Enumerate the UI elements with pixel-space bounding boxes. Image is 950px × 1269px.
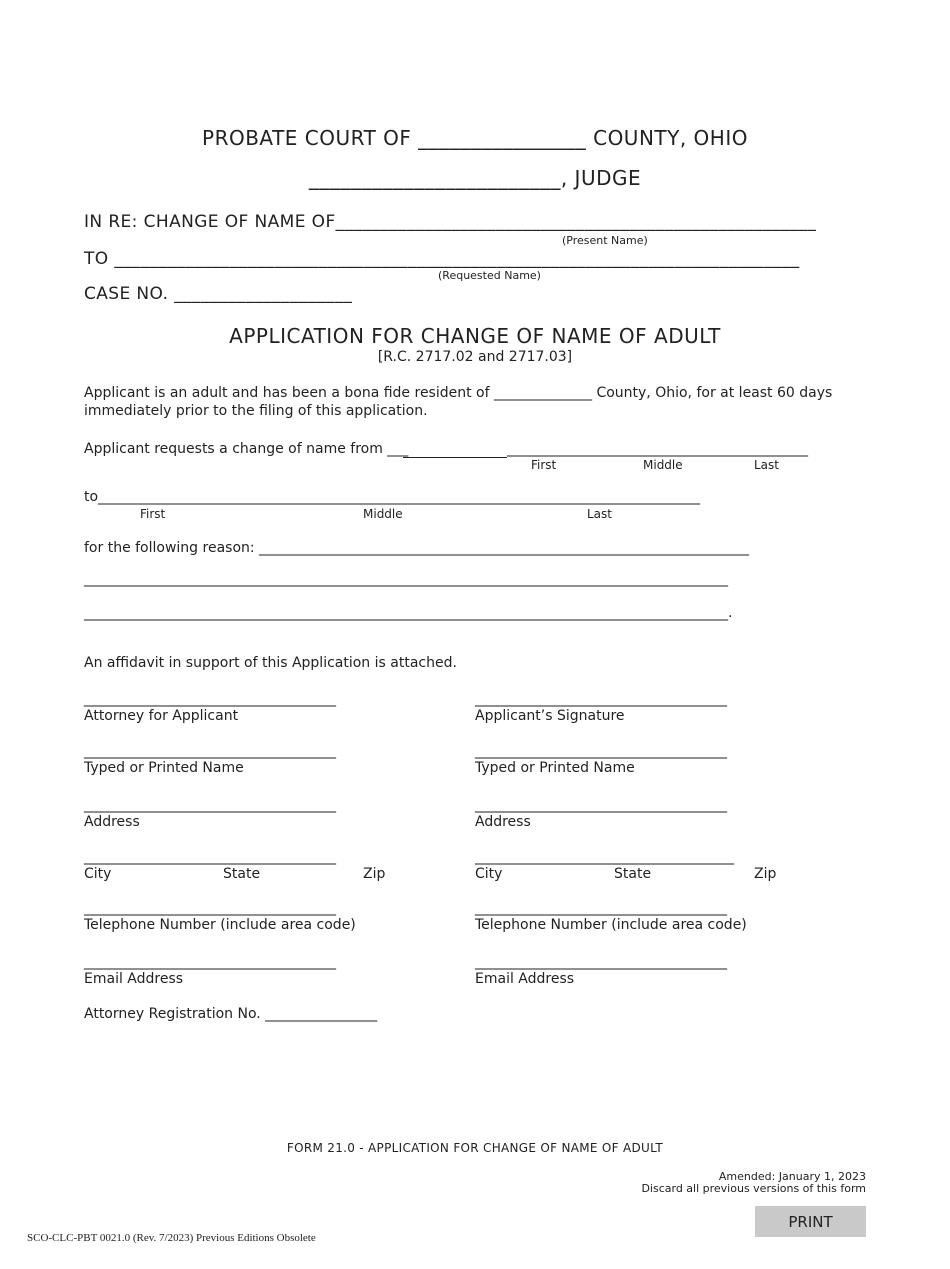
reason-line-1: for the following reason: ______________________________________________________________________ xyxy=(84,540,750,556)
attorney-caption: Attorney for Applicant xyxy=(84,708,239,724)
court-title: PROBATE COURT OF ________________ COUNTY, OHIO xyxy=(202,126,748,150)
affidavit-statement: An affidavit in support of this Application is attached. xyxy=(84,655,457,671)
applicant-state-caption: State xyxy=(614,866,652,882)
applicant-name-blank: ____________________________________ xyxy=(475,743,727,759)
applicant-phone-blank: ____________________________________ xyxy=(475,900,727,916)
attorney-signature-blank: ____________________________________ xyxy=(84,691,336,707)
form-title: APPLICATION FOR CHANGE OF NAME OF ADULT xyxy=(229,324,721,348)
from-last-caption: Last xyxy=(754,458,779,472)
attorney-email-blank: ____________________________________ xyxy=(84,954,336,970)
change-to-line: to______________________________________________________________________________________ xyxy=(84,489,701,505)
requested-name-caption: (Requested Name) xyxy=(438,269,541,282)
from-middle-caption: Middle xyxy=(643,458,683,472)
attorney-name-caption: Typed or Printed Name xyxy=(84,760,244,776)
attorney-phone-blank: ____________________________________ xyxy=(84,900,336,916)
to-middle-caption: Middle xyxy=(363,507,403,521)
applicant-address-blank: ____________________________________ xyxy=(475,797,727,813)
attorney-name-blank: ____________________________________ xyxy=(84,743,336,759)
discard-notice: Discard all previous versions of this form xyxy=(641,1182,866,1195)
attorney-email-caption: Email Address xyxy=(84,971,184,987)
in-re-line: IN RE: CHANGE OF NAME OF______________________________________________________ xyxy=(84,212,817,232)
attorney-address-blank: ____________________________________ xyxy=(84,797,336,813)
present-name-caption: (Present Name) xyxy=(562,234,648,247)
residency-line-1: Applicant is an adult and has been a bona fide resident of ______________ County, Ohio, for at least 60 days xyxy=(84,385,833,401)
to-line: TO _____________________________________________________________________________ xyxy=(84,249,800,269)
applicant-phone-caption: Telephone Number (include area code) xyxy=(475,917,747,933)
form-statute: [R.C. 2717.02 and 2717.03] xyxy=(377,349,573,365)
reason-line-2: ____________________________________________________________________________________________ xyxy=(84,571,728,587)
print-button[interactable]: PRINT xyxy=(755,1206,866,1237)
applicant-signature-caption: Applicant’s Signature xyxy=(475,708,625,724)
form-number-footer: FORM 21.0 - APPLICATION FOR CHANGE OF NAME OF ADULT xyxy=(286,1141,664,1155)
applicant-email-caption: Email Address xyxy=(475,971,575,987)
applicant-city-caption: City xyxy=(475,866,503,882)
attorney-phone-caption: Telephone Number (include area code) xyxy=(84,917,356,933)
amended-date: Amended: January 1, 2023 xyxy=(718,1170,866,1183)
from-first-caption: First xyxy=(531,458,557,472)
case-number-line: CASE NO. ____________________ xyxy=(84,284,353,304)
change-from-line: Applicant requests a change of name from ___ xyxy=(84,441,409,457)
attorney-city-caption: City xyxy=(84,866,112,882)
revision-notice: SCO-CLC-PBT 0021.0 (Rev. 7/2023) Previous Editions Obsolete xyxy=(27,1232,316,1244)
change-from-blank: ___________________________________________ xyxy=(507,441,808,457)
applicant-name-caption: Typed or Printed Name xyxy=(475,760,635,776)
judge-line: ________________________, JUDGE xyxy=(308,166,642,190)
to-first-caption: First xyxy=(140,507,166,521)
attorney-state-caption: State xyxy=(223,866,261,882)
applicant-address-caption: Address xyxy=(475,814,531,830)
attorney-city-blank: ____________________________________ xyxy=(84,849,336,865)
residency-line-2: immediately prior to the filing of this application. xyxy=(84,403,428,419)
from-name-field-underline[interactable] xyxy=(403,457,507,458)
applicant-signature-blank: ____________________________________ xyxy=(475,691,727,707)
applicant-city-blank: _____________________________________ xyxy=(475,849,734,865)
attorney-address-caption: Address xyxy=(84,814,140,830)
attorney-registration-line: Attorney Registration No. ________________ xyxy=(84,1006,378,1022)
applicant-zip-caption: Zip xyxy=(754,866,777,882)
reason-line-3: ____________________________________________________________________________________________. xyxy=(84,605,733,621)
applicant-email-blank: ____________________________________ xyxy=(475,954,727,970)
attorney-zip-caption: Zip xyxy=(363,866,386,882)
to-last-caption: Last xyxy=(587,507,612,521)
